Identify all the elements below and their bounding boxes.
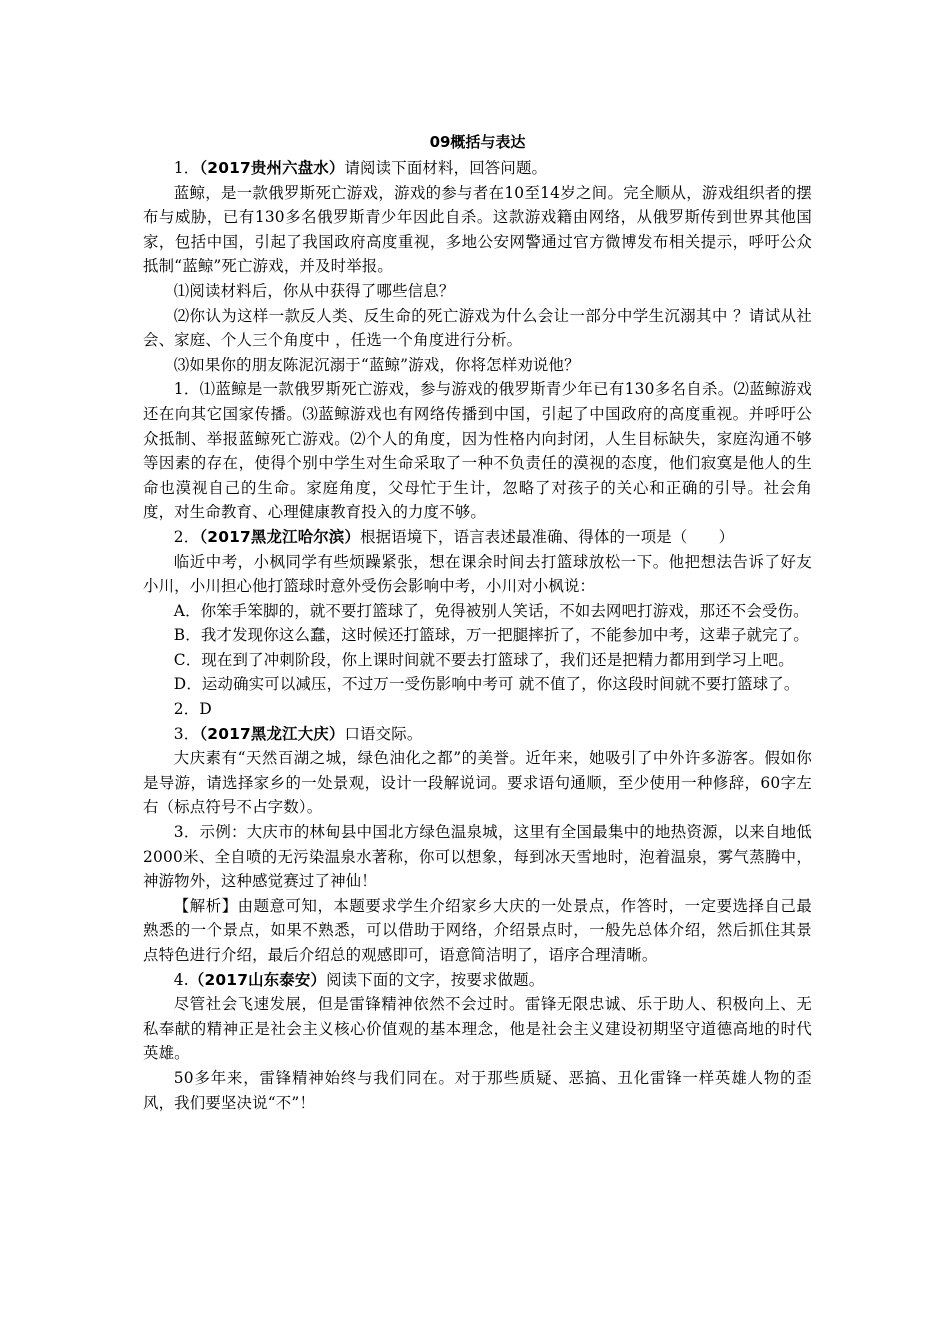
q3-material: 大庆素有“天然百湖之城，绿色油化之都”的美誉。近年来，她吸引了中外许多游客。假如你是导游，请选择家乡的一处景观，设计一段解说词。要求语句通顺，至少使用一种修辞，60字左右（标点符号不占字数）。	[143, 749, 812, 817]
q2-number: 2．	[173, 527, 200, 546]
q2-option-b: B．我才发现你这么蠢，这时候还打篮球，万一把腿摔折了，不能参加中考，这辈子就完了。	[173, 626, 809, 645]
q1-answer: 1．⑴蓝鲸是一款俄罗斯死亡游戏，参与游戏的俄罗斯青少年已有130多名自杀。⑵蓝鲸游戏还在向其它国家传播。⑶蓝鲸游戏也有网络传播到中国，引起了中国政府的高度重视。并呼吁公众抵制、举报蓝鲸死亡游戏。⑵个人的角度，因为性格内向封闭，人生目标缺失，家庭沟通不够等因素的存在，使得个别中学生对生命采取了一种不负责任的漠视的态度，他们寂寞是他人的生命也漠视自己的生命。家庭角度，父母忙于生计，忽略了对孩子的关心和正确的引导。社会角度，对生命教育、心理健康教育投入的力度不够。	[143, 380, 812, 522]
q3-prompt: 口语交际。	[344, 724, 423, 743]
q1-heading	[143, 156, 812, 181]
q3-answer: 3．示例：大庆市的林甸县中国北方绿色温泉城，这里有全国最集中的地热资源，以来自地低2000米、全自喷的无污染温泉水著称，你可以想象，每到冰天雪地时，泡着温泉，雾气蒸腾中，神游物外，这种感觉赛过了神仙！	[143, 823, 812, 891]
q1-material: 蓝鲸，是一款俄罗斯死亡游戏，游戏的参与者在10至14岁之间。完全顺从，游戏组织者的摆布与威胁，已有130多名俄罗斯青少年因此自杀。这款游戏籍由网络，从俄罗斯传到世界其他国家，包括中国，引起了我国政府高度重视，多地公安网警通过官方微博发布相关提示，呼吁公众抵制“蓝鲸”死亡游戏，并及时举报。	[143, 183, 812, 276]
document-title: 09概括与表达	[429, 133, 526, 151]
q1-subquestion-3: ⑶如果你的朋友陈泥沉溺于“蓝鲸”游戏，你将怎样劝说他？	[173, 355, 580, 374]
q2-option-a: A．你笨手笨脚的，就不要打篮球了，免得被别人笑话，不如去网吧打游戏，那还不会受伤。	[173, 601, 809, 620]
q4-number: 4.	[173, 970, 189, 989]
q2-context: 临近中考，小枫同学有些烦躁紧张，想在课余时间去打篮球放松一下。他把想法告诉了好友小川，小川担心他打篮球时意外受伤会影响中考，小川对小枫说：	[143, 552, 812, 596]
q4-paragraph-2: 50多年来，雷锋精神始终与我们同在。对于那些质疑、恶搞、丑化雷锋一样英雄人物的歪风，我们要坚决说“不”！	[143, 1068, 812, 1112]
q4-prompt: 阅读下面的文字，按要求做题。	[326, 970, 545, 989]
q2-option-d: D．运动确实可以减压，不过万一受伤影响中考可 就不值了，你这段时间就不要打篮球了。	[173, 675, 800, 694]
q4-heading	[143, 968, 812, 993]
q2-answer: 2．D	[173, 700, 212, 719]
q2-option-c: C．现在到了冲刺阶段，你上课时间就不要去打篮球了，我们还是把精力都用到学习上吧。	[173, 650, 794, 669]
q4-source: （2017山东泰安）	[188, 970, 327, 989]
q4-paragraph-1: 尽管社会飞速发展，但是雷锋精神依然不会过时。雷锋无限忠诚、乐于助人、积极向上、无私奉献的精神正是社会主义核心价值观的基本理念，他是社会主义建设初期坚守道德高地的时代英雄。	[143, 995, 812, 1063]
q3-heading	[143, 722, 812, 747]
q3-analysis: 【解析】由题意可知，本题要求学生介绍家乡大庆的一处景点，作答时，一定要选择自己最熟悉的一个景点，如果不熟悉，可以借助于网络，介绍景点时，一般先总体介绍，然后抓住其景点特色进行介绍，最后介绍总的观感即可，语意简洁明了，语序合理清晰。	[143, 896, 812, 964]
q2-prompt: 根据语境下，语言表述最准确、得体的一项是（ ）	[360, 527, 735, 546]
q1-prompt: 请阅读下面材料，回答问题。	[344, 159, 548, 177]
q3-source: （2017黑龙江大庆）	[199, 724, 345, 743]
q1-source: （2017贵州六盘水）	[199, 159, 345, 177]
q2-source: （2017黑龙江哈尔滨）	[199, 527, 361, 546]
q1-subquestion-2: ⑵你认为这样一款反人类、反生命的死亡游戏为什么会让一部分中学生沉溺其中 ？请试从社会、家庭、个人三个角度中 ，任选一个角度进行分析。	[143, 306, 812, 350]
q1-subquestion-1: ⑴阅读材料后，你从中获得了哪些信息？	[173, 281, 455, 300]
q2-heading	[143, 525, 812, 550]
q1-number: 1．	[173, 159, 200, 177]
q3-number: 3．	[173, 724, 200, 743]
